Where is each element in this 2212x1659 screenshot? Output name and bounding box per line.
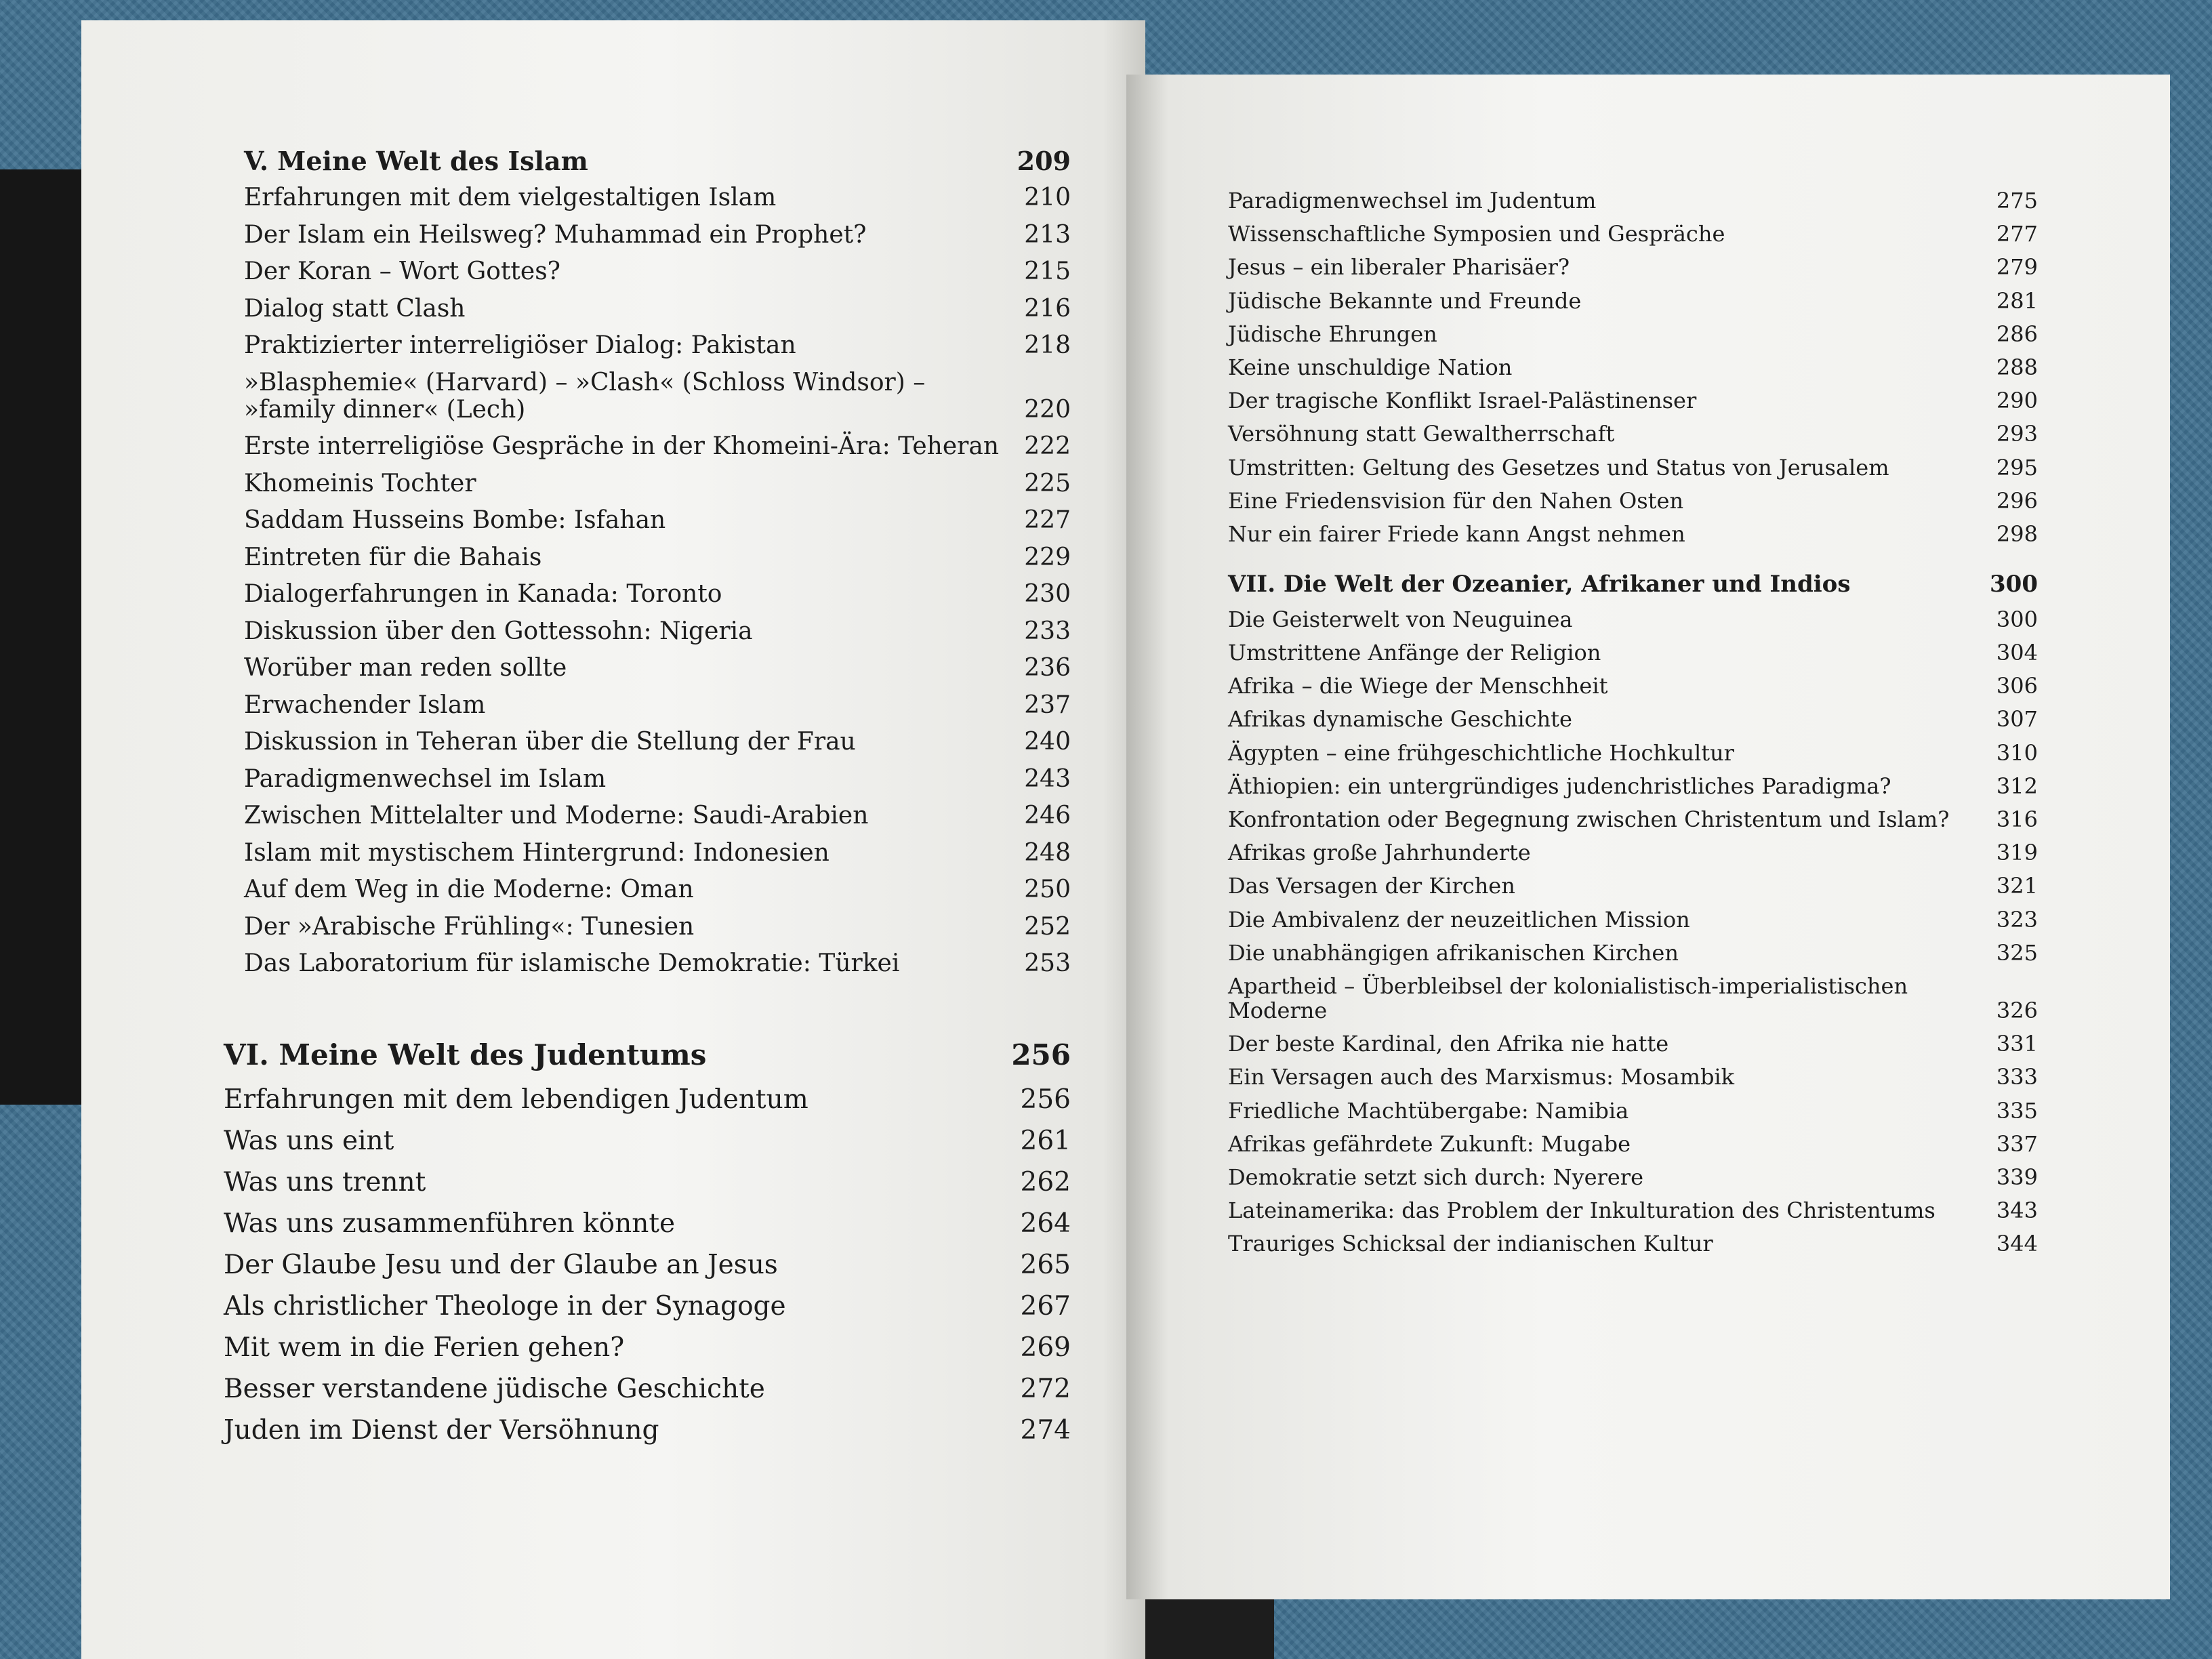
entry-title: Saddam Husseins Bombe: Isfahan [244, 506, 666, 534]
toc-entry [1228, 289, 2038, 313]
toc-entry [224, 1250, 1071, 1280]
entry-title: Der Islam ein Heilsweg? Muhammad ein Prophet? [244, 220, 867, 249]
entry-title: Lateinamerika: das Problem der Inkulturation des Christentums [1228, 1197, 1936, 1224]
toc-left-upper [244, 148, 1071, 987]
entry-page: 220 [1024, 395, 1071, 424]
entry-title: Dialogerfahrungen in Kanada: Toronto [244, 580, 722, 608]
entry-title: Ein Versagen auch des Marxismus: Mosambik [1228, 1064, 1735, 1090]
entry-page: 316 [1996, 806, 2038, 832]
toc-chapter-heading [244, 148, 1071, 175]
toc-entry [1228, 489, 2038, 513]
toc-entry [1228, 840, 2038, 865]
entry-page: 252 [1024, 912, 1071, 941]
toc-entry [224, 1374, 1071, 1404]
entry-title: Das Versagen der Kirchen [1228, 873, 1515, 899]
entry-page: 319 [1996, 840, 2038, 866]
entry-title: Was uns trennt [224, 1167, 426, 1197]
entry-page: 267 [1020, 1291, 1071, 1322]
chapter-title: VI. Meine Welt des Judentums [224, 1038, 707, 1071]
chapter-page: 256 [1011, 1038, 1071, 1071]
entry-page: 227 [1024, 506, 1071, 534]
toc-entry [1228, 640, 2038, 665]
entry-title: Die unabhängigen afrikanischen Kirchen [1228, 939, 1679, 966]
entry-page: 343 [1996, 1197, 2038, 1224]
toc-entry [244, 802, 1071, 830]
entry-title: Das Laboratorium für islamische Demokratie: Türkei [244, 949, 900, 977]
entry-title: Nur ein fairer Friede kann Angst nehmen [1228, 520, 1685, 547]
entry-title: Jesus – ein liberaler Pharisäer? [1228, 254, 1570, 281]
entry-title: Keine unschuldige Nation [1228, 354, 1513, 380]
toc-entry [244, 876, 1071, 903]
toc-entry [244, 950, 1071, 977]
entry-page: 325 [1996, 939, 2038, 966]
entry-page: 213 [1024, 220, 1071, 249]
toc-left-lower [224, 1040, 1071, 1457]
entry-title: Versöhnung statt Gewaltherrschaft [1228, 421, 1615, 447]
toc-entry [1228, 1198, 2038, 1223]
chapter-title: VII. Die Welt der Ozeanier, Afrikaner und Indios [1228, 570, 1851, 598]
entry-page: 230 [1024, 580, 1071, 608]
entry-title: Afrika – die Wiege der Menschheit [1228, 673, 1608, 699]
entry-title: Worüber man reden sollte [244, 654, 567, 682]
toc-entry [244, 369, 1071, 424]
entry-page: 272 [1020, 1374, 1071, 1404]
entry-page: 295 [1996, 454, 2038, 480]
toc-entry [1228, 874, 2038, 898]
entry-title: Erwachender Islam [244, 691, 486, 719]
toc-entry [1228, 707, 2038, 731]
entry-page: 256 [1020, 1084, 1071, 1115]
entry-title: Der Glaube Jesu und der Glaube an Jesus [224, 1250, 778, 1280]
entry-page: 248 [1024, 838, 1071, 867]
entry-title: Paradigmenwechsel im Islam [244, 764, 607, 793]
toc-entry [1228, 322, 2038, 346]
toc-entry [224, 1416, 1071, 1446]
entry-page: 216 [1024, 294, 1071, 323]
toc-entry [1228, 1099, 2038, 1123]
entry-page: 304 [1996, 640, 2038, 666]
entry-title: Friedliche Machtübergabe: Namibia [1228, 1097, 1629, 1124]
toc-entry [224, 1085, 1071, 1115]
entry-page: 215 [1024, 258, 1071, 285]
toc-entry [1228, 741, 2038, 765]
entry-title: Was uns zusammenführen könnte [224, 1208, 676, 1239]
toc-entry [1228, 674, 2038, 698]
entry-title: Der »Arabische Frühling«: Tunesien [244, 912, 695, 941]
entry-title: Afrikas dynamische Geschichte [1228, 706, 1572, 733]
entry-title: Umstritten: Geltung des Gesetzes und Status von Jerusalem [1228, 454, 1889, 480]
entry-title: Umstrittene Anfänge der Religion [1228, 640, 1601, 666]
chapter-title: V. Meine Welt des Islam [244, 146, 588, 176]
entry-page: 307 [1996, 706, 2038, 733]
entry-title: Demokratie setzt sich durch: Nyerere [1228, 1164, 1643, 1190]
toc-entry [244, 222, 1071, 249]
entry-page: 339 [1996, 1164, 2038, 1190]
entry-title: Diskussion in Teheran über die Stellung der Frau [244, 728, 856, 756]
entry-title: Dialog statt Clash [244, 294, 466, 323]
entry-page: 300 [1996, 606, 2038, 632]
entry-page: 264 [1020, 1208, 1071, 1239]
entry-page: 321 [1996, 873, 2038, 899]
toc-entry [244, 433, 1071, 460]
entry-title: Trauriges Schicksal der indianischen Kultur [1228, 1231, 1713, 1257]
toc-right [1228, 188, 2038, 1265]
entry-title: Afrikas große Jahrhunderte [1228, 840, 1531, 866]
toc-entry [244, 470, 1071, 497]
entry-title: Paradigmenwechsel im Judentum [1228, 188, 1597, 213]
entry-title: Der tragische Konflikt Israel-Palästinenser [1228, 388, 1697, 414]
entry-title: Eintreten für die Bahais [244, 543, 542, 571]
entry-title: Jüdische Ehrungen [1228, 321, 1437, 347]
toc-entry [1228, 355, 2038, 380]
entry-page: 236 [1024, 654, 1071, 682]
toc-entry [1228, 455, 2038, 480]
toc-entry [244, 184, 1071, 211]
entry-page: 344 [1996, 1231, 2038, 1257]
entry-page: 288 [1996, 354, 2038, 380]
entry-title: Der Koran – Wort Gottes? [244, 258, 560, 285]
entry-page: 250 [1024, 876, 1071, 903]
entry-page: 261 [1020, 1126, 1071, 1156]
toc-chapter-heading [224, 1040, 1071, 1070]
toc-entry [1228, 807, 2038, 832]
toc-entry [1228, 607, 2038, 632]
toc-entry [244, 840, 1071, 867]
entry-page: 335 [1996, 1097, 2038, 1124]
entry-page: 269 [1020, 1332, 1071, 1363]
toc-entry [1228, 1165, 2038, 1189]
entry-page: 277 [1996, 221, 2038, 247]
entry-page: 210 [1024, 184, 1071, 211]
entry-page: 279 [1996, 254, 2038, 281]
chapter-page: 209 [1017, 146, 1071, 176]
entry-title: Wissenschaftliche Symposien und Gespräche [1228, 221, 1725, 247]
entry-page: 246 [1024, 802, 1071, 830]
toc-entry [244, 332, 1071, 359]
entry-page: 222 [1024, 432, 1071, 460]
entry-title: Der beste Kardinal, den Afrika nie hatte [1228, 1031, 1669, 1057]
entry-page: 326 [1996, 997, 2038, 1023]
toc-entry [244, 544, 1071, 571]
entry-page: 253 [1024, 949, 1071, 977]
entry-page: 286 [1996, 321, 2038, 347]
toc-entry [1228, 774, 2038, 798]
entry-page: 233 [1024, 617, 1071, 645]
entry-title: Besser verstandene jüdische Geschichte [224, 1374, 765, 1404]
entry-page: 218 [1024, 331, 1071, 359]
toc-entry [244, 618, 1071, 645]
entry-title: Ägypten – eine frühgeschichtliche Hochkultur [1228, 739, 1734, 766]
entry-page: 262 [1020, 1167, 1071, 1197]
entry-page: 265 [1020, 1250, 1071, 1280]
entry-title: Auf dem Weg in die Moderne: Oman [244, 876, 694, 903]
entry-title: Erste interreligiöse Gespräche in der Khomeini-Ära: Teheran [244, 432, 1000, 460]
toc-entry [224, 1333, 1071, 1363]
toc-entry [1228, 255, 2038, 279]
toc-entry [244, 258, 1071, 285]
entry-title: Juden im Dienst der Versöhnung [224, 1415, 659, 1446]
entry-page: 237 [1024, 691, 1071, 719]
entry-title: Mit wem in die Ferien gehen? [224, 1332, 625, 1363]
toc-entry [244, 692, 1071, 719]
entry-page: 225 [1024, 469, 1071, 497]
entry-page: 275 [1996, 188, 2038, 213]
toc-entry [244, 914, 1071, 941]
entry-page: 337 [1996, 1130, 2038, 1157]
entry-page: 298 [1996, 520, 2038, 547]
toc-entry [1228, 907, 2038, 932]
entry-title: Erfahrungen mit dem lebendigen Judentum [224, 1084, 808, 1115]
toc-entry [1228, 522, 2038, 546]
entry-title: Konfrontation oder Begegnung zwischen Christentum und Islam? [1228, 806, 1950, 832]
entry-page: 306 [1996, 673, 2038, 699]
toc-entry [1228, 1132, 2038, 1156]
entry-title: Afrikas gefährdete Zukunft: Mugabe [1228, 1130, 1631, 1157]
entry-page: 229 [1024, 543, 1071, 571]
toc-entry [244, 655, 1071, 682]
toc-entry [224, 1209, 1071, 1239]
entry-title: Khomeinis Tochter [244, 469, 476, 497]
toc-entry [1228, 1031, 2038, 1056]
entry-title: Islam mit mystischem Hintergrund: Indonesien [244, 838, 830, 867]
entry-title: Als christlicher Theologe in der Synagoge [224, 1291, 786, 1322]
entry-title: Diskussion über den Gottessohn: Nigeria [244, 617, 753, 645]
toc-entry [244, 507, 1071, 534]
toc-entry [244, 295, 1071, 323]
toc-entry [1228, 974, 2038, 1023]
toc-entry [224, 1292, 1071, 1322]
toc-entry [244, 581, 1071, 608]
entry-page: 243 [1024, 764, 1071, 793]
toc-entry [1228, 1231, 2038, 1256]
entry-page: 274 [1020, 1415, 1071, 1446]
entry-title: Die Geisterwelt von Neuguinea [1228, 606, 1573, 632]
entry-page: 240 [1024, 728, 1071, 756]
chapter-page: 300 [1990, 570, 2038, 598]
entry-title: Die Ambivalenz der neuzeitlichen Mission [1228, 906, 1690, 933]
toc-entry [1228, 422, 2038, 446]
entry-page: 310 [1996, 739, 2038, 766]
entry-page: 312 [1996, 773, 2038, 799]
toc-chapter-heading [1228, 572, 2038, 596]
entry-page: 293 [1996, 421, 2038, 447]
entry-title: Praktizierter interreligiöser Dialog: Pakistan [244, 331, 796, 359]
entry-page: 323 [1996, 906, 2038, 933]
entry-title: Zwischen Mittelalter und Moderne: Saudi-Arabien [244, 802, 869, 830]
entry-title: Apartheid – Überbleibsel der kolonialistisch-imperialistischen Moderne [1228, 972, 1908, 1023]
entry-title: Jüdische Bekannte und Freunde [1228, 287, 1582, 314]
toc-entry [224, 1168, 1071, 1197]
entry-page: 290 [1996, 388, 2038, 414]
toc-entry [244, 729, 1071, 756]
entry-page: 281 [1996, 287, 2038, 314]
entry-title: Erfahrungen mit dem vielgestaltigen Islam [244, 184, 777, 211]
entry-title: »Blasphemie« (Harvard) – »Clash« (Schloss Windsor) – »family dinner« (Lech) [244, 368, 926, 424]
entry-page: 296 [1996, 487, 2038, 514]
entry-page: 333 [1996, 1064, 2038, 1090]
entry-title: Äthiopien: ein untergründiges judenchristliches Paradigma? [1228, 773, 1891, 799]
entry-title: Was uns eint [224, 1126, 394, 1156]
entry-page: 331 [1996, 1031, 2038, 1057]
toc-entry [1228, 941, 2038, 965]
toc-entry [1228, 188, 2038, 213]
toc-entry [1228, 388, 2038, 413]
entry-title: Eine Friedensvision für den Nahen Osten [1228, 487, 1684, 514]
toc-entry [224, 1126, 1071, 1156]
toc-entry [1228, 222, 2038, 246]
toc-entry [1228, 1065, 2038, 1089]
toc-entry [244, 766, 1071, 793]
